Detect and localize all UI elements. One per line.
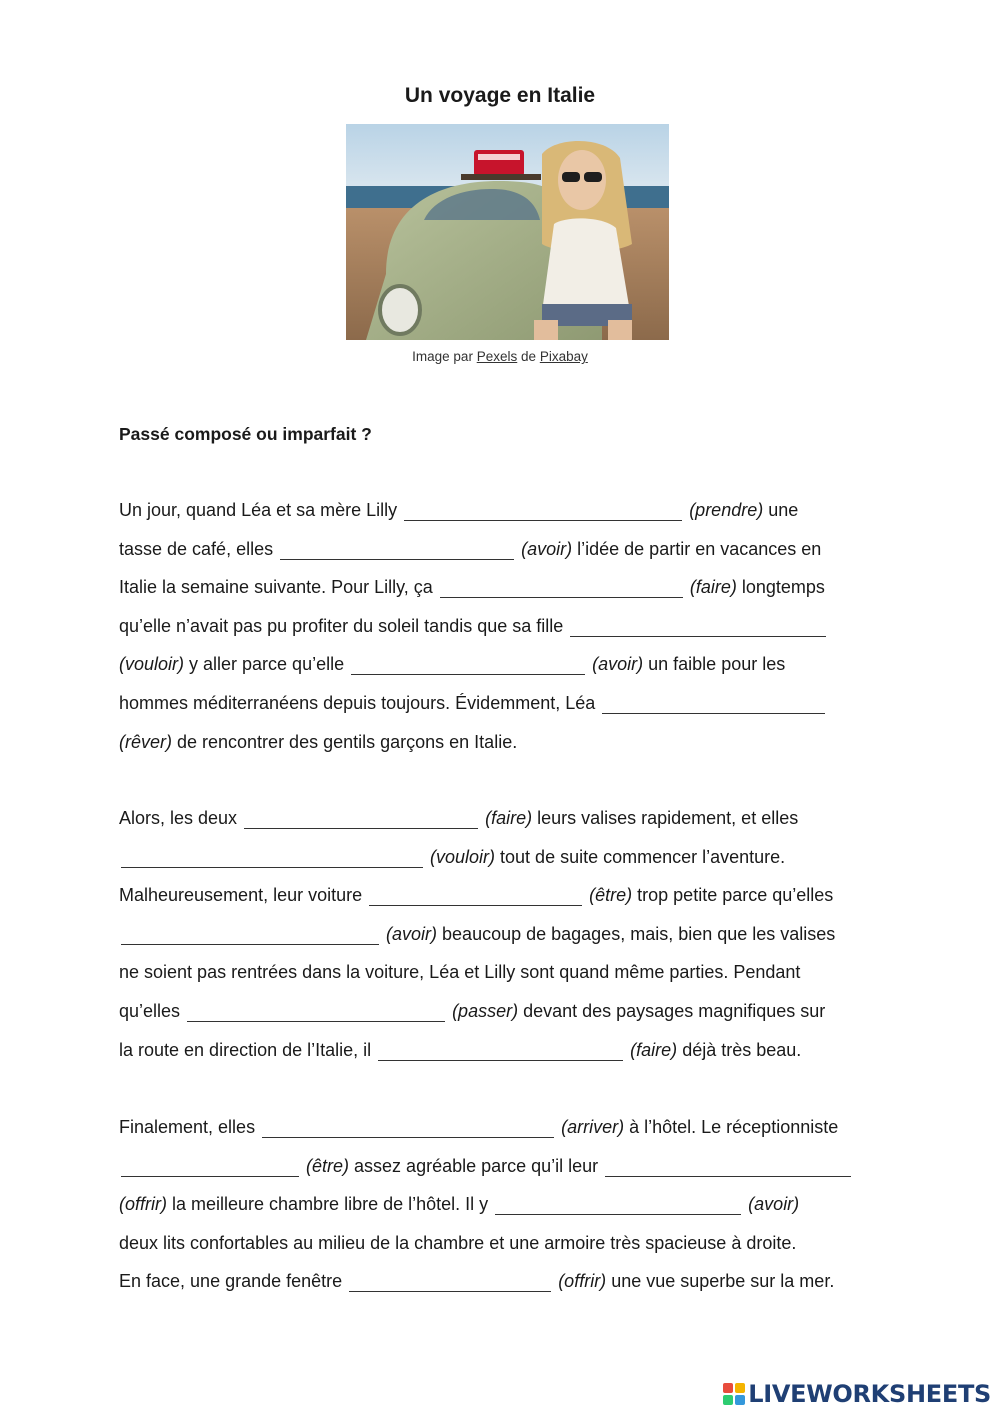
text-segment: Alors, les deux: [119, 808, 243, 828]
text-segment: qu’elle n’avait pas pu profiter du soleil tandis que sa fille: [119, 615, 569, 636]
paragraph-2: [119, 799, 919, 1069]
credit-prefix: Image par: [412, 349, 473, 364]
text-segment: leurs valises rapidement, et elles: [532, 808, 799, 828]
text-line: [119, 1224, 919, 1263]
answer-blank[interactable]: [244, 806, 478, 829]
verb-hint: (passer): [452, 1000, 519, 1021]
verb-hint: (avoir): [748, 1194, 800, 1215]
brand-text: LIVEWORKSHEETS: [748, 1380, 991, 1408]
paragraph-1: [119, 491, 919, 761]
answer-blank[interactable]: [369, 883, 582, 906]
text-segment: trop petite parce qu’elles: [632, 885, 834, 906]
verb-hint: (faire): [689, 577, 737, 598]
verb-hint: (vouloir): [119, 654, 185, 675]
worksheet-title: Un voyage en Italie: [404, 84, 596, 107]
text-segment: ne soient pas rentrées dans la voiture, Léa et Lilly sont quand même parties. Pendant: [119, 962, 801, 983]
text-segment: la route en direction de l’Italie, il: [119, 1039, 377, 1060]
photo-girl-with-car: [346, 124, 669, 340]
text-line: [119, 953, 919, 992]
text-line: [119, 684, 919, 723]
text-line: [119, 799, 919, 838]
answer-blank[interactable]: [121, 1154, 299, 1177]
text-segment: déjà très beau.: [677, 1039, 802, 1060]
text-segment: un faible pour les: [643, 654, 786, 675]
verb-hint: (offrir): [558, 1271, 607, 1292]
text-line: [119, 607, 919, 646]
text-line: [119, 838, 919, 877]
verb-hint: (prendre): [689, 500, 764, 520]
text-line: [119, 1185, 919, 1224]
text-segment: de rencontrer des gentils garçons en Italie.: [172, 731, 518, 752]
exercise-subtitle: Passé composé ou imparfait ?: [119, 424, 372, 444]
text-segment: à l’hôtel. Le réceptionniste: [624, 1117, 839, 1137]
answer-blank[interactable]: [351, 652, 585, 675]
text-line: [119, 915, 919, 954]
text-line: [119, 491, 919, 530]
text-segment: beaucoup de bagages, mais, bien que les valises: [437, 923, 836, 944]
answer-blank[interactable]: [440, 575, 683, 598]
verb-hint: (rêver): [119, 731, 172, 752]
text-segment: Malheureusement, leur voiture: [119, 885, 368, 906]
text-line: [119, 876, 919, 915]
answer-blank[interactable]: [121, 845, 423, 868]
text-line: [119, 1147, 919, 1186]
verb-hint: (arriver): [561, 1117, 625, 1137]
answer-blank[interactable]: [280, 537, 514, 560]
text-segment: Un jour, quand Léa et sa mère Lilly: [119, 500, 403, 520]
answer-blank[interactable]: [121, 922, 379, 945]
text-segment: hommes méditerranéens depuis toujours. Évidemment, Léa: [119, 692, 601, 713]
credit-source-link[interactable]: Pixabay: [539, 349, 588, 364]
text-line: [119, 568, 919, 607]
credit-middle: de: [521, 349, 537, 364]
text-segment: la meilleure chambre libre de l’hôtel. Il y: [167, 1194, 494, 1215]
answer-blank[interactable]: [602, 691, 825, 714]
paragraph-3: [119, 1108, 919, 1301]
text-segment: Italie la semaine suivante. Pour Lilly, ça: [119, 577, 438, 598]
answer-blank[interactable]: [605, 1154, 851, 1177]
text-line: [119, 1262, 919, 1301]
answer-blank[interactable]: [570, 614, 826, 637]
text-line: [119, 1108, 919, 1147]
verb-hint: (offrir): [119, 1194, 167, 1215]
text-line: [119, 1031, 919, 1070]
text-segment: deux lits confortables au milieu de la chambre et une armoire très spacieuse à droite.: [119, 1232, 797, 1253]
answer-blank[interactable]: [495, 1192, 741, 1215]
text-segment: devant des paysages magnifiques sur: [518, 1000, 826, 1021]
text-segment: En face, une grande fenêtre: [119, 1271, 348, 1292]
text-segment: assez agréable parce qu’il leur: [349, 1155, 604, 1176]
text-line: [119, 645, 919, 684]
text-segment: Finalement, elles: [119, 1117, 261, 1137]
liveworksheets-logo-icon: [723, 1383, 745, 1405]
text-line: [119, 723, 919, 762]
credit-author-link[interactable]: Pexels: [476, 349, 518, 364]
liveworksheets-brand: [723, 1380, 991, 1408]
text-segment: l’idée de partir en vacances en: [572, 538, 822, 559]
text-segment: une: [763, 500, 799, 520]
verb-hint: (être): [306, 1155, 350, 1176]
answer-blank[interactable]: [378, 1038, 623, 1061]
text-line: [119, 530, 919, 569]
verb-hint: (être): [589, 885, 633, 906]
text-segment: tasse de café, elles: [119, 538, 279, 559]
verb-hint: (faire): [630, 1039, 678, 1060]
text-segment: y aller parce qu’elle: [184, 654, 350, 675]
verb-hint: (faire): [485, 808, 533, 828]
text-segment: longtemps: [736, 577, 825, 598]
verb-hint: (avoir): [521, 538, 573, 559]
image-credit: [0, 349, 1000, 364]
text-segment: qu’elles: [119, 1000, 186, 1021]
answer-blank[interactable]: [404, 498, 682, 521]
answer-blank[interactable]: [349, 1269, 551, 1292]
answer-blank[interactable]: [262, 1115, 554, 1138]
answer-blank[interactable]: [187, 999, 445, 1022]
verb-hint: (vouloir): [430, 846, 496, 867]
text-segment: tout de suite commencer l’aventure.: [495, 846, 786, 867]
verb-hint: (avoir): [592, 654, 644, 675]
text-segment: une vue superbe sur la mer.: [606, 1271, 835, 1292]
text-line: [119, 992, 919, 1031]
verb-hint: (avoir): [386, 923, 438, 944]
